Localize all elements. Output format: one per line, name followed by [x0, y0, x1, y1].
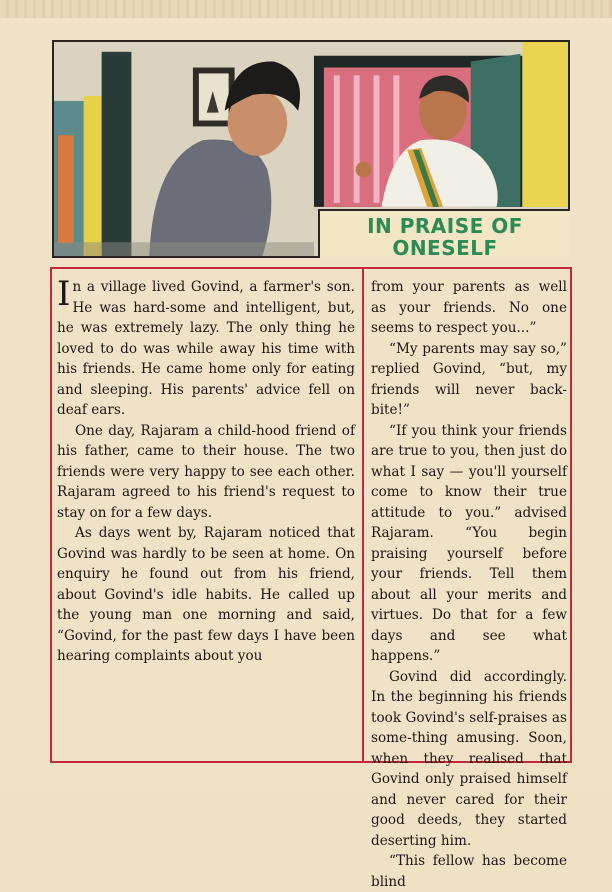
- paragraph: “If you think your friends are true to you, then just do what I say — you'll yourself come to know their true attitude to you.” advised Rajaram. “You begin praising yourself before your friends. Tell them about all your merits and virtues. Do that for a few days and see what happens.”: [371, 422, 567, 664]
- drop-cap: I: [57, 274, 71, 314]
- story-title-panel: [318, 209, 570, 258]
- paragraph: “My parents may say so,” replied Govind, “but, my friends will never back-bite!”: [371, 340, 567, 418]
- paragraph: [57, 274, 355, 421]
- story-title-line-2: ONESELF: [392, 236, 498, 260]
- paragraph: Govind did accordingly. In the beginning his friends took Govind's self-praises as some-thing amusing. Soon, when they realised that Govind only praised himself and never cared for their good deeds, they started deserting him.: [371, 668, 567, 849]
- right-column: [371, 277, 567, 892]
- story-text-frame: [50, 267, 572, 890]
- page-top-edge: [0, 0, 612, 18]
- paragraph-text: n a village lived Govind, a farmer's son. He was hard-some and intelligent, but, he was extremely lazy. The only thing he loved to do was while away his time with his friends. He came home only for eating and sleeping. His parents' advice fell on deaf ears.: [57, 279, 355, 418]
- paragraph: from your parents as well as your friends. No one seems to respect you...”: [371, 279, 567, 336]
- column-divider: [362, 269, 364, 761]
- story-title-line-1: IN PRAISE OF: [367, 214, 523, 238]
- paragraph: “This fellow has become blind: [371, 853, 567, 890]
- paragraph: One day, Rajaram a child-hood friend of his father, came to their house. The two friends were very happy to see each other. Rajaram agreed to his friend's request to stay on for a few days.: [57, 422, 355, 521]
- paragraph: As days went by, Rajaram noticed that Govind was hardly to be seen at home. On enquiry he found out from his friend, about Govind's idle habits. He called up the young man one morning and said, “Govind, for the past few days I have been hearing complaints about you: [57, 525, 355, 664]
- left-column: [57, 274, 355, 667]
